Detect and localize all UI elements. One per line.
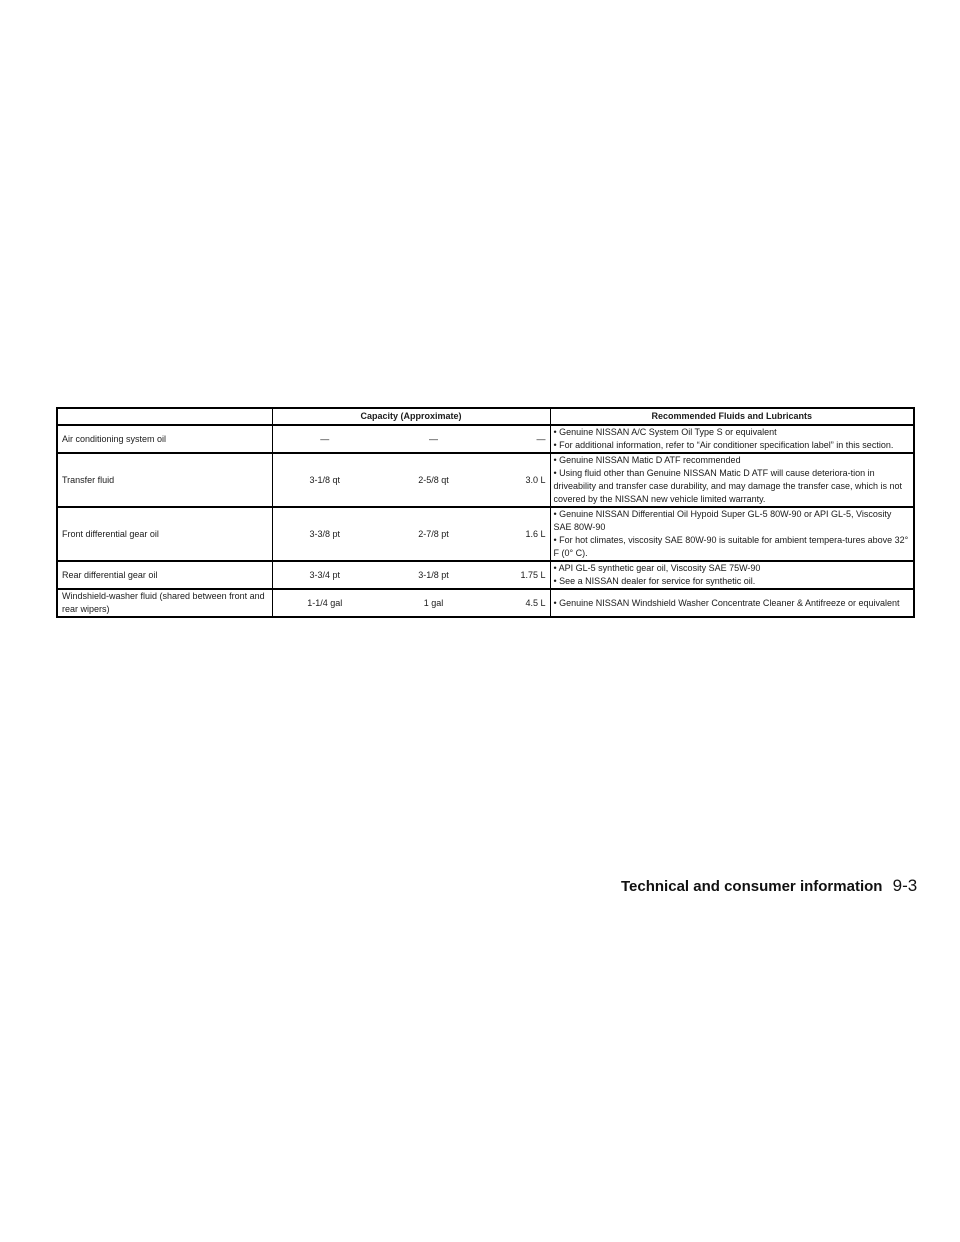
fluid-note: • Genuine NISSAN A/C System Oil Type S or equivalent: [553, 427, 777, 437]
fluid-note: • See a NISSAN dealer for service for synthetic oil.: [553, 576, 756, 586]
item-name-cell: Front differential gear oil: [57, 507, 272, 561]
table-row: [57, 507, 914, 561]
capacity-metric-cell: 4.5 L: [490, 589, 550, 617]
page-footer: [621, 876, 917, 896]
capacity-imperial-cell: 3-1/8 pt: [377, 561, 490, 589]
capacity-imperial-cell: 1 gal: [377, 589, 490, 617]
recommended-fluids-cell: [550, 561, 914, 589]
fluid-note: • API GL-5 synthetic gear oil, Viscosity SAE 75W-90: [553, 563, 761, 573]
table-row: [57, 589, 914, 617]
table-body: [57, 425, 914, 617]
capacity-us-cell: —: [272, 425, 377, 453]
fluid-note: • Genuine NISSAN Windshield Washer Concentrate Cleaner & Antifreeze or equivalent: [553, 597, 900, 608]
header-blank-cell: [57, 408, 272, 425]
fluids-header: Recommended Fluids and Lubricants: [550, 408, 914, 425]
fluid-note: • For additional information, refer to “Air conditioner specification label” in this section.: [553, 440, 894, 450]
capacity-imperial-cell: —: [377, 425, 490, 453]
table-header-row: [57, 408, 914, 425]
capacity-imperial-cell: 2-7/8 pt: [377, 507, 490, 561]
table-row: [57, 453, 914, 507]
section-title: Technical and consumer information: [621, 878, 883, 895]
table-row: [57, 561, 914, 589]
capacity-us-cell: 1-1/4 gal: [272, 589, 377, 617]
fluid-note: • Genuine NISSAN Differential Oil Hypoid Super GL-5 80W-90 or API GL-5, Viscosity SAE 80W-90: [553, 509, 892, 532]
specifications-table: [56, 407, 915, 618]
capacity-metric-cell: 1.6 L: [490, 507, 550, 561]
fluid-note: • For hot climates, viscosity SAE 80W-90 is suitable for ambient tempera-tures above 32° F (0° C).: [553, 535, 909, 558]
capacity-header: Capacity (Approximate): [272, 408, 550, 425]
fluid-note: • Using fluid other than Genuine NISSAN Matic D ATF will cause deteriora-tion in driveability and transfer case durability, and may damage the transfer case, which is not covered by the NISSAN new vehicle limited warranty.: [553, 468, 903, 504]
fluid-note: • Genuine NISSAN Matic D ATF recommended: [553, 455, 741, 465]
item-name-cell: Rear differential gear oil: [57, 561, 272, 589]
recommended-fluids-cell: [550, 425, 914, 453]
capacity-us-cell: 3-3/4 pt: [272, 561, 377, 589]
capacity-imperial-cell: 2-5/8 qt: [377, 453, 490, 507]
capacity-metric-cell: 3.0 L: [490, 453, 550, 507]
capacity-us-cell: 3-1/8 qt: [272, 453, 377, 507]
capacity-metric-cell: 1.75 L: [490, 561, 550, 589]
item-name-cell: Transfer fluid: [57, 453, 272, 507]
recommended-fluids-cell: [550, 453, 914, 507]
page-number: 9-3: [892, 876, 918, 895]
recommended-fluids-cell: [550, 507, 914, 561]
capacity-us-cell: 3-3/8 pt: [272, 507, 377, 561]
capacity-metric-cell: —: [490, 425, 550, 453]
recommended-fluids-cell: [550, 589, 914, 617]
item-name-cell: Windshield-washer fluid (shared between front and rear wipers): [57, 589, 272, 617]
item-name-cell: Air conditioning system oil: [57, 425, 272, 453]
table-row: [57, 425, 914, 453]
